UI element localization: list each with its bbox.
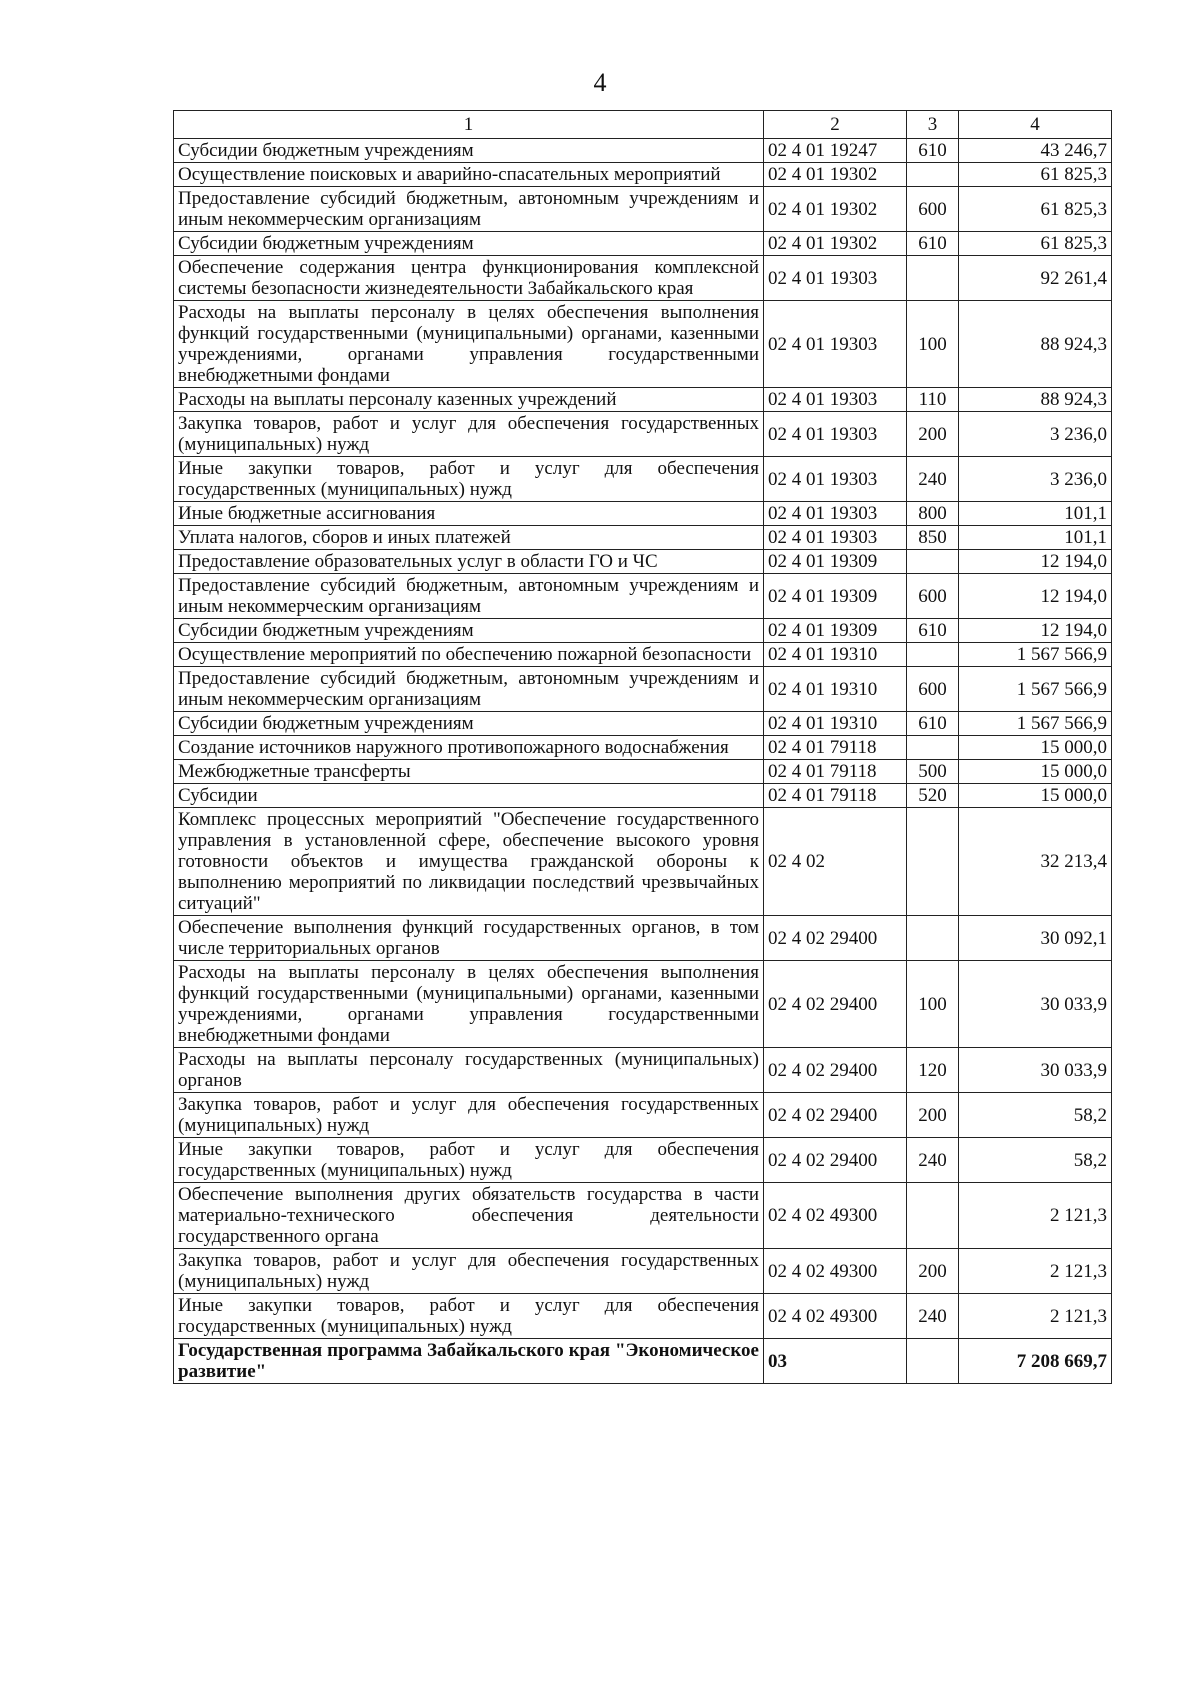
target-code-cell: 02 4 02 29400 (764, 961, 907, 1048)
amount-cell: 12 194,0 (959, 550, 1112, 574)
expense-type-cell (907, 736, 959, 760)
expense-type-cell: 520 (907, 784, 959, 808)
amount-cell: 12 194,0 (959, 619, 1112, 643)
expense-name-cell: Осуществление мероприятий по обеспечению пожарной безопасности (174, 643, 764, 667)
table-row (174, 808, 1112, 916)
table-row (174, 139, 1112, 163)
expense-name-cell: Иные закупки товаров, работ и услуг для обеспечения государственных (муниципальных) нужд (174, 457, 764, 502)
target-code-cell: 02 4 01 19310 (764, 712, 907, 736)
amount-cell: 61 825,3 (959, 187, 1112, 232)
table-row (174, 667, 1112, 712)
target-code-cell: 02 4 01 19303 (764, 412, 907, 457)
expense-name-cell: Расходы на выплаты персоналу в целях обеспечения выполнения функций государственными (муниципальными) органами, казенными учреждениями, органами управления государственными внебюджетными фондами (174, 301, 764, 388)
table-row (174, 619, 1112, 643)
expense-type-cell (907, 163, 959, 187)
table-row (174, 550, 1112, 574)
amount-cell: 1 567 566,9 (959, 667, 1112, 712)
header-cell-2: 2 (764, 111, 907, 139)
amount-cell: 15 000,0 (959, 784, 1112, 808)
target-code-cell: 02 4 01 19303 (764, 526, 907, 550)
expense-name-cell: Закупка товаров, работ и услуг для обеспечения государственных (муниципальных) нужд (174, 412, 764, 457)
expense-type-cell (907, 916, 959, 961)
table-row (174, 301, 1112, 388)
amount-cell: 30 033,9 (959, 1048, 1112, 1093)
target-code-cell: 02 4 01 19303 (764, 457, 907, 502)
table-row (174, 574, 1112, 619)
target-code-cell: 02 4 01 19309 (764, 619, 907, 643)
target-code-cell: 02 4 01 19303 (764, 301, 907, 388)
target-code-cell: 02 4 01 79118 (764, 736, 907, 760)
target-code-cell: 02 4 01 19303 (764, 502, 907, 526)
table-row (174, 643, 1112, 667)
target-code-cell: 02 4 02 49300 (764, 1249, 907, 1294)
expense-name-cell: Иные закупки товаров, работ и услуг для обеспечения государственных (муниципальных) нужд (174, 1294, 764, 1339)
expense-name-cell: Обеспечение выполнения функций государственных органов, в том числе территориальных органов (174, 916, 764, 961)
target-code-cell: 02 4 01 79118 (764, 784, 907, 808)
expense-name-cell: Закупка товаров, работ и услуг для обеспечения государственных (муниципальных) нужд (174, 1093, 764, 1138)
table-row (174, 187, 1112, 232)
target-code-cell: 02 4 01 19303 (764, 256, 907, 301)
expense-name-cell: Субсидии бюджетным учреждениям (174, 712, 764, 736)
table-row (174, 412, 1112, 457)
expense-type-cell (907, 550, 959, 574)
amount-cell: 1 567 566,9 (959, 712, 1112, 736)
table-row (174, 1249, 1112, 1294)
table-row (174, 457, 1112, 502)
target-code-cell: 02 4 01 19302 (764, 232, 907, 256)
target-code-cell: 02 4 01 19309 (764, 550, 907, 574)
amount-cell: 92 261,4 (959, 256, 1112, 301)
expense-name-cell: Субсидии бюджетным учреждениям (174, 619, 764, 643)
header-cell-3: 3 (907, 111, 959, 139)
table-row (174, 502, 1112, 526)
expense-name-cell: Предоставление субсидий бюджетным, автономным учреждениям и иным некоммерческим организациям (174, 574, 764, 619)
amount-cell: 3 236,0 (959, 412, 1112, 457)
table-row (174, 388, 1112, 412)
amount-cell: 30 092,1 (959, 916, 1112, 961)
expense-type-cell: 850 (907, 526, 959, 550)
expense-name-cell: Государственная программа Забайкальского края "Экономическое развитие" (174, 1339, 764, 1384)
amount-cell: 2 121,3 (959, 1183, 1112, 1249)
table-row (174, 256, 1112, 301)
expense-type-cell: 240 (907, 1138, 959, 1183)
amount-cell: 12 194,0 (959, 574, 1112, 619)
table-row (174, 232, 1112, 256)
table-row (174, 1093, 1112, 1138)
expense-type-cell (907, 808, 959, 916)
expense-name-cell: Создание источников наружного противопожарного водоснабжения (174, 736, 764, 760)
expense-name-cell: Иные бюджетные ассигнования (174, 502, 764, 526)
target-code-cell: 02 4 02 49300 (764, 1183, 907, 1249)
expense-name-cell: Предоставление субсидий бюджетным, автономным учреждениям и иным некоммерческим организациям (174, 187, 764, 232)
amount-cell: 58,2 (959, 1093, 1112, 1138)
target-code-cell: 02 4 02 29400 (764, 1048, 907, 1093)
expense-type-cell: 120 (907, 1048, 959, 1093)
table-row (174, 163, 1112, 187)
expense-name-cell: Предоставление образовательных услуг в области ГО и ЧС (174, 550, 764, 574)
target-code-cell: 02 4 01 19303 (764, 388, 907, 412)
amount-cell: 30 033,9 (959, 961, 1112, 1048)
amount-cell: 101,1 (959, 526, 1112, 550)
expense-type-cell: 610 (907, 139, 959, 163)
target-code-cell: 02 4 01 79118 (764, 760, 907, 784)
table-row (174, 712, 1112, 736)
expense-type-cell: 600 (907, 667, 959, 712)
expense-name-cell: Уплата налогов, сборов и иных платежей (174, 526, 764, 550)
table-row (174, 736, 1112, 760)
table-row (174, 916, 1112, 961)
amount-cell: 1 567 566,9 (959, 643, 1112, 667)
expense-type-cell (907, 643, 959, 667)
expense-name-cell: Субсидии бюджетным учреждениям (174, 232, 764, 256)
expense-type-cell: 200 (907, 1249, 959, 1294)
target-code-cell: 02 4 01 19302 (764, 187, 907, 232)
expense-name-cell: Комплекс процессных мероприятий "Обеспечение государственного управления в установленной сфере, обеспечение высокого уровня готовности объектов и имущества гражданской обороны к выполнению мероприятий по ликвидации последствий чрезвычайных ситуаций" (174, 808, 764, 916)
table-header-row (174, 111, 1112, 139)
amount-cell: 3 236,0 (959, 457, 1112, 502)
target-code-cell: 03 (764, 1339, 907, 1384)
amount-cell: 101,1 (959, 502, 1112, 526)
expense-type-cell: 100 (907, 961, 959, 1048)
amount-cell: 61 825,3 (959, 232, 1112, 256)
expense-type-cell: 240 (907, 1294, 959, 1339)
target-code-cell: 02 4 02 29400 (764, 916, 907, 961)
table-row (174, 526, 1112, 550)
table-row (174, 961, 1112, 1048)
header-cell-1: 1 (174, 111, 764, 139)
expense-type-cell: 200 (907, 1093, 959, 1138)
expense-name-cell: Субсидии (174, 784, 764, 808)
table-row (174, 1138, 1112, 1183)
expense-name-cell: Расходы на выплаты персоналу казенных учреждений (174, 388, 764, 412)
target-code-cell: 02 4 01 19310 (764, 667, 907, 712)
target-code-cell: 02 4 01 19310 (764, 643, 907, 667)
expense-type-cell: 800 (907, 502, 959, 526)
table-row (174, 1183, 1112, 1249)
expense-name-cell: Расходы на выплаты персоналу в целях обеспечения выполнения функций государственными (муниципальными) органами, казенными учреждениями, органами управления государственными внебюджетными фондами (174, 961, 764, 1048)
expense-name-cell: Расходы на выплаты персоналу государственных (муниципальных) органов (174, 1048, 764, 1093)
expense-name-cell: Обеспечение выполнения других обязательств государства в части материально-технического обеспечения деятельности государственного органа (174, 1183, 764, 1249)
expense-name-cell: Обеспечение содержания центра функционирования комплексной системы безопасности жизнедеятельности Забайкальского края (174, 256, 764, 301)
expense-type-cell (907, 1339, 959, 1384)
expense-name-cell: Иные закупки товаров, работ и услуг для обеспечения государственных (муниципальных) нужд (174, 1138, 764, 1183)
amount-cell: 88 924,3 (959, 301, 1112, 388)
expense-type-cell (907, 256, 959, 301)
expense-type-cell: 100 (907, 301, 959, 388)
table-row (174, 1048, 1112, 1093)
table-row (174, 1339, 1112, 1384)
expense-type-cell: 600 (907, 574, 959, 619)
amount-cell: 88 924,3 (959, 388, 1112, 412)
target-code-cell: 02 4 02 29400 (764, 1093, 907, 1138)
expense-type-cell: 610 (907, 619, 959, 643)
amount-cell: 2 121,3 (959, 1294, 1112, 1339)
target-code-cell: 02 4 02 29400 (764, 1138, 907, 1183)
expense-name-cell: Закупка товаров, работ и услуг для обеспечения государственных (муниципальных) нужд (174, 1249, 764, 1294)
page-number: 4 (593, 68, 607, 97)
expense-type-cell: 610 (907, 712, 959, 736)
target-code-cell: 02 4 02 49300 (764, 1294, 907, 1339)
expense-name-cell: Предоставление субсидий бюджетным, автономным учреждениям и иным некоммерческим организациям (174, 667, 764, 712)
expense-name-cell: Осуществление поисковых и аварийно-спасательных мероприятий (174, 163, 764, 187)
expense-type-cell: 240 (907, 457, 959, 502)
expense-type-cell (907, 1183, 959, 1249)
amount-cell: 32 213,4 (959, 808, 1112, 916)
header-cell-4: 4 (959, 111, 1112, 139)
amount-cell: 43 246,7 (959, 139, 1112, 163)
target-code-cell: 02 4 01 19309 (764, 574, 907, 619)
table-row (174, 1294, 1112, 1339)
expense-type-cell: 110 (907, 388, 959, 412)
amount-cell: 15 000,0 (959, 760, 1112, 784)
expense-type-cell: 610 (907, 232, 959, 256)
target-code-cell: 02 4 02 (764, 808, 907, 916)
amount-cell: 7 208 669,7 (959, 1339, 1112, 1384)
amount-cell: 58,2 (959, 1138, 1112, 1183)
table-row (174, 760, 1112, 784)
expense-type-cell: 500 (907, 760, 959, 784)
amount-cell: 15 000,0 (959, 736, 1112, 760)
expense-name-cell: Межбюджетные трансферты (174, 760, 764, 784)
expense-type-cell: 600 (907, 187, 959, 232)
expense-name-cell: Субсидии бюджетным учреждениям (174, 139, 764, 163)
amount-cell: 2 121,3 (959, 1249, 1112, 1294)
amount-cell: 61 825,3 (959, 163, 1112, 187)
target-code-cell: 02 4 01 19302 (764, 163, 907, 187)
table-row (174, 784, 1112, 808)
budget-table (173, 110, 1112, 1384)
expense-type-cell: 200 (907, 412, 959, 457)
target-code-cell: 02 4 01 19247 (764, 139, 907, 163)
